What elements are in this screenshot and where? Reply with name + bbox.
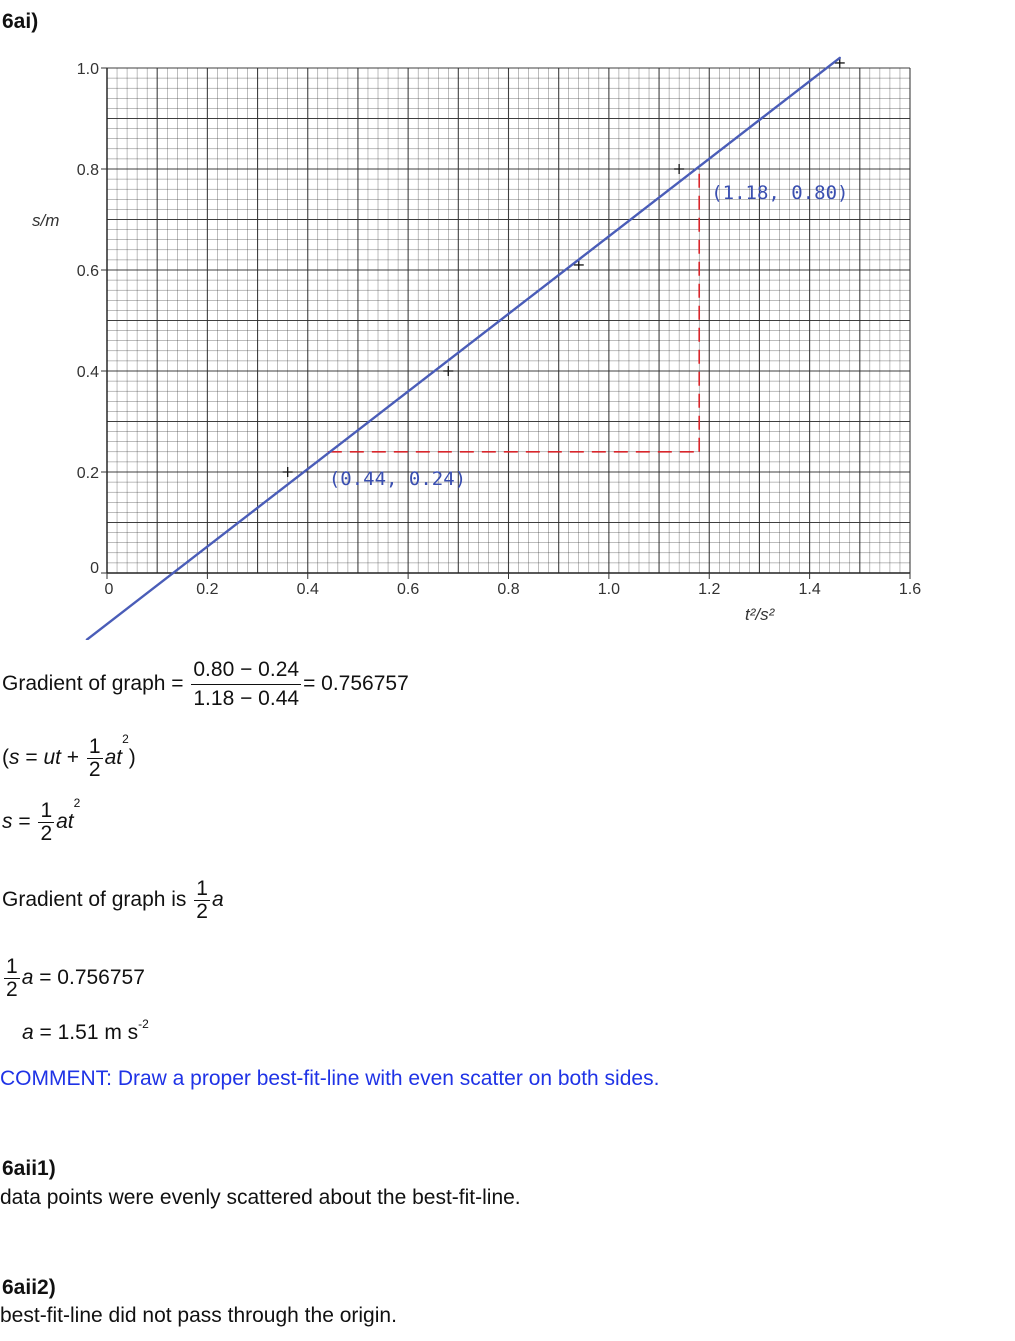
suvat-squared: 2 xyxy=(122,732,129,746)
open-paren: ( xyxy=(2,746,9,770)
y-tick-label: 0.2 xyxy=(76,465,99,482)
answer-6aii2: best-fit-line did not pass through the origin. xyxy=(0,1304,397,1327)
suvat-plus: + xyxy=(60,746,85,770)
suvat-ut: ut xyxy=(43,746,61,770)
simp-at: at xyxy=(56,810,74,834)
half-a-equation xyxy=(2,956,145,1001)
gradient-numerator: 0.80 − 0.24 xyxy=(191,656,301,685)
x-tick-label: 0.6 xyxy=(397,581,420,598)
graph-figure xyxy=(0,40,960,640)
simp-equals: = xyxy=(12,810,37,834)
half-a-fraction xyxy=(4,956,20,1001)
x-tick-label: 1.4 xyxy=(798,581,821,598)
answer-6aii1: data points were evenly scattered about the best-fit-line. xyxy=(0,1186,521,1209)
gradient-is-label: Gradient of graph is xyxy=(2,888,187,912)
simp-squared: 2 xyxy=(73,796,81,810)
simp-half-den: 2 xyxy=(40,822,53,845)
y-tick-label: 1.0 xyxy=(76,61,99,78)
gradient-result: = 0.756757 xyxy=(303,672,409,696)
suvat-at: at xyxy=(104,746,123,770)
annotation-point-1: (0.44, 0.24) xyxy=(328,467,467,490)
half-a-var: a xyxy=(21,966,34,990)
comment-text: COMMENT: Draw a proper best-fit-line with even scatter on both sides. xyxy=(0,1067,660,1090)
y-tick-label: 0.6 xyxy=(76,263,99,280)
y-tick-label: 0 xyxy=(90,560,99,577)
half-a-result: = 0.756757 xyxy=(33,966,145,990)
a-exponent: -2 xyxy=(138,1017,149,1031)
x-tick-label: 0.2 xyxy=(196,581,219,598)
gradient-is-a: a xyxy=(211,888,224,912)
y-axis-label: s/m xyxy=(32,211,60,230)
simplified-equation xyxy=(2,796,81,845)
suvat-s: s xyxy=(9,746,20,770)
x-tick-label: 1.0 xyxy=(597,581,620,598)
x-tick-label: 0.8 xyxy=(497,581,520,598)
tick-labels xyxy=(77,61,921,598)
x-tick-label: 1.2 xyxy=(698,581,721,598)
half-num: 1 xyxy=(88,735,101,758)
gradient-fraction xyxy=(191,656,301,713)
gradient-is-half xyxy=(194,878,210,923)
y-tick-label: 0.8 xyxy=(76,162,99,179)
suvat-equation xyxy=(2,732,136,781)
a-result: = 1.51 m s xyxy=(33,1021,139,1044)
simp-s: s xyxy=(2,810,13,834)
simp-half-fraction xyxy=(38,800,54,845)
gradient-is-half-den: 2 xyxy=(196,900,208,923)
annotation-point-2: (1.18, 0.80) xyxy=(711,182,849,204)
half-a-num: 1 xyxy=(6,955,18,978)
x-tick-label: 0.4 xyxy=(296,581,319,598)
gradient-denominator: 1.18 − 0.44 xyxy=(193,687,300,710)
close-paren: ) xyxy=(128,746,136,770)
half-a-den: 2 xyxy=(6,978,18,1001)
y-tick-label: 0.4 xyxy=(76,364,99,381)
best-fit-line-group xyxy=(87,58,840,640)
half-fraction xyxy=(87,736,103,781)
gradient-is-half-num: 1 xyxy=(196,877,208,900)
a-var: a xyxy=(22,1021,34,1044)
question-heading-6aii1: 6aii1) xyxy=(2,1157,56,1180)
simp-half-num: 1 xyxy=(40,799,53,822)
suvat-equals: = xyxy=(19,746,44,770)
gradient-label: Gradient of graph xyxy=(2,672,166,696)
half-den: 2 xyxy=(88,758,101,781)
question-heading-6ai: 6ai) xyxy=(2,10,39,33)
x-axis-label: t²/s² xyxy=(745,605,775,624)
gradient-is-equation xyxy=(2,878,224,923)
acceleration-result xyxy=(22,1017,149,1045)
x-tick-label: 1.6 xyxy=(898,581,922,598)
best-fit-line xyxy=(87,58,840,640)
x-tick-label: 0 xyxy=(104,581,114,598)
question-heading-6aii2: 6aii2) xyxy=(2,1276,56,1299)
data-points xyxy=(283,58,845,477)
gradient-equation: Gradient of graph = $\frac{0.80 - 0.24}{1.18 - 0.44}$ = 0.756757 xyxy=(2,656,409,713)
